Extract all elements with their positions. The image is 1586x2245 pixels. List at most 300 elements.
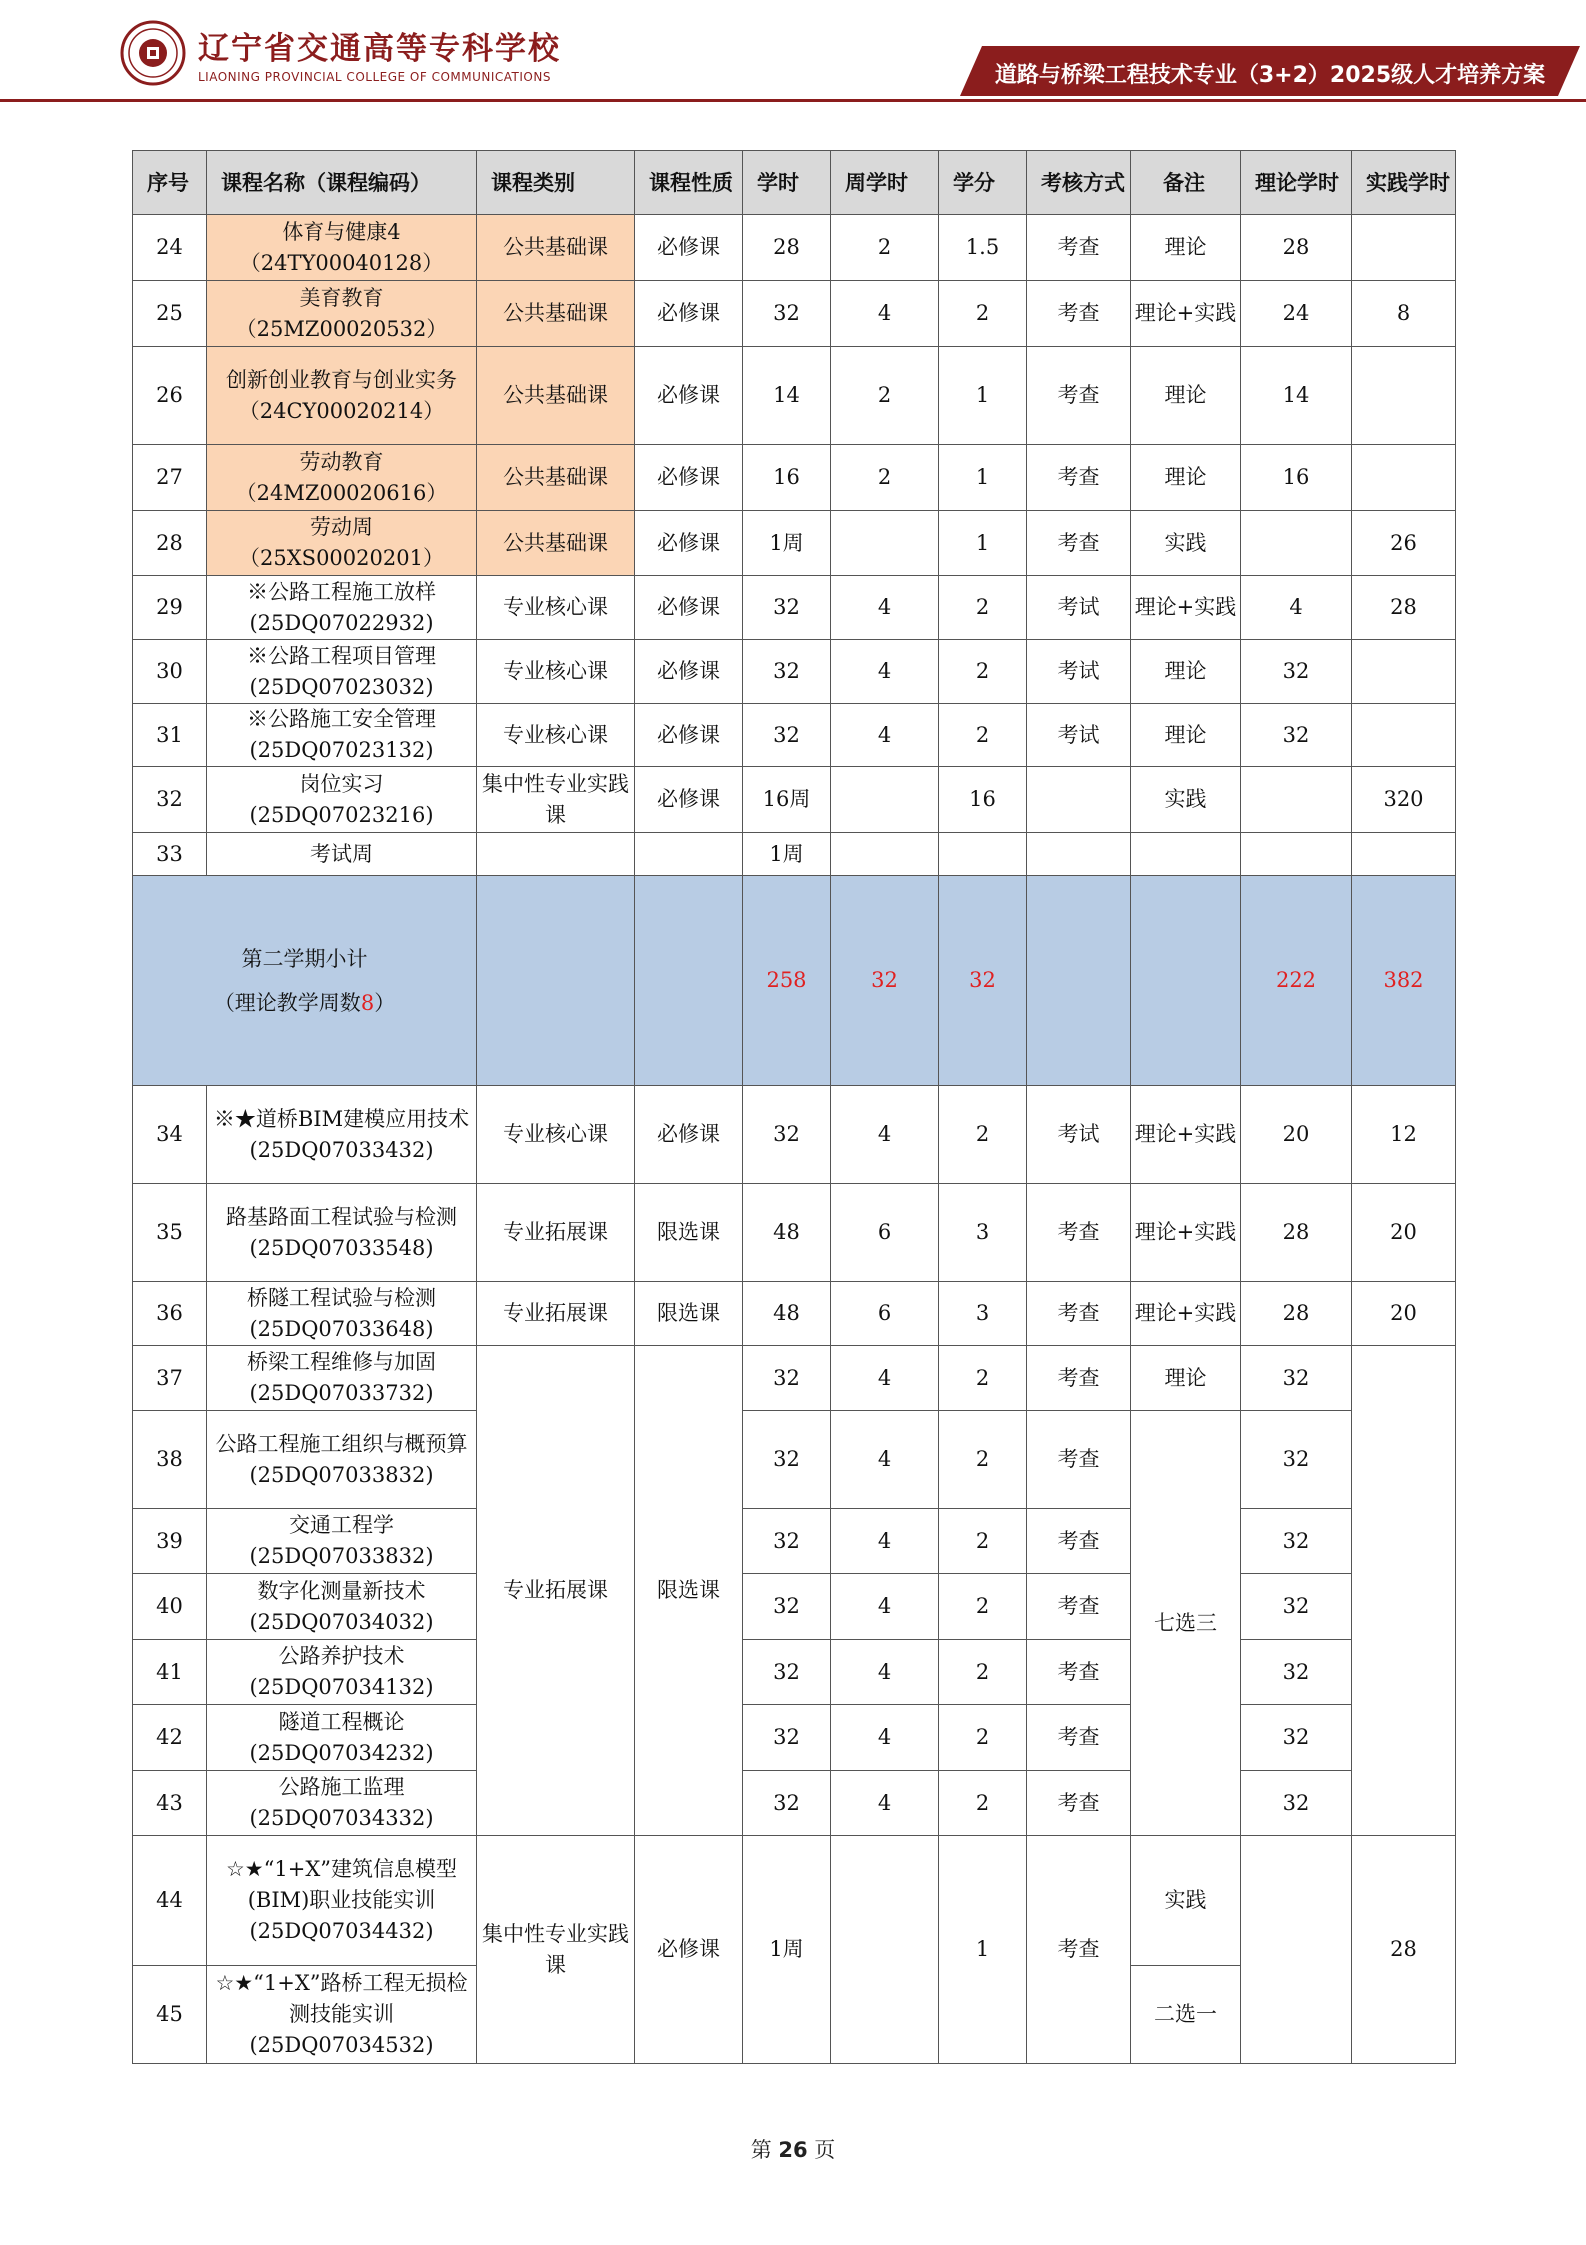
table-row [133,1574,1456,1640]
table-row [133,281,1456,347]
course-name: 劳动周 [310,515,373,539]
table-row [133,1346,1456,1411]
cell-weekly: 6 [831,1282,939,1346]
cell-no: 33 [133,833,207,876]
cell-course-name [207,1771,477,1836]
cell-note [1131,876,1241,1086]
cell-course-name [207,704,477,767]
cell-no: 38 [133,1411,207,1509]
cell-note: 理论 [1131,640,1241,704]
course-name: 桥梁工程维修与加固 [247,1350,436,1374]
cell-course-name [207,1184,477,1282]
table-row [133,445,1456,511]
course-name: 交通工程学 [289,1513,394,1537]
cell-category: 专业拓展课 [477,1282,635,1346]
cell-nature-merged: 必修课 [635,1836,743,2064]
cell-course-name [207,215,477,281]
cell-no: 27 [133,445,207,511]
cell-weekly: 4 [831,1086,939,1184]
cell-weekly: 4 [831,640,939,704]
cell-credit: 2 [939,1411,1027,1509]
cell-theory: 32 [1241,1705,1352,1771]
cell-note-merged: 七选三 [1131,1411,1241,1836]
table-row [133,511,1456,576]
cell-exam-merged: 考查 [1027,1836,1131,2064]
cell-note: 理论+实践 [1131,1282,1241,1346]
cell-note: 理论+实践 [1131,576,1241,640]
col-header: 学时 [743,151,831,215]
subtotal-hours: 258 [743,876,831,1086]
cell-weekly [831,767,939,833]
cell-weekly: 2 [831,215,939,281]
cell-no: 43 [133,1771,207,1836]
cell-credit: 3 [939,1184,1027,1282]
cell-note: 理论 [1131,445,1241,511]
course-name: 美育教育 [299,285,384,310]
cell-course-name [207,1836,477,1966]
cell-theory: 14 [1241,347,1352,445]
page-footer [0,2134,1586,2164]
cell-exam [1027,767,1131,833]
cell-theory: 4 [1241,576,1352,640]
cell-weekly: 6 [831,1184,939,1282]
cell-theory: 20 [1241,1086,1352,1184]
cell-credit: 2 [939,1509,1027,1574]
cell-hours: 32 [743,1509,831,1574]
cell-exam: 考查 [1027,1640,1131,1705]
cell-weekly: 4 [831,576,939,640]
cell-category: 公共基础课 [477,511,635,576]
cell-nature: 必修课 [635,281,743,347]
table-row [133,1086,1456,1184]
course-code: (25DQ07034332) [249,1806,434,1830]
cell-exam: 考试 [1027,704,1131,767]
cell-exam: 考查 [1027,445,1131,511]
cell-course-name [207,1509,477,1574]
page-header [0,0,1586,110]
cell-practice-merged [1352,1346,1456,1836]
cell-weekly: 2 [831,347,939,445]
course-name: 创新创业教育与创业实务 [226,367,457,392]
cell-no: 42 [133,1705,207,1771]
col-header: 课程性质 [635,151,743,215]
cell-hours: 32 [743,1574,831,1640]
subtotal-weeks [136,981,473,1025]
cell-credit-merged: 1 [939,1836,1027,2064]
course-name: ※公路施工安全管理 [247,707,436,731]
cell-credit: 2 [939,281,1027,347]
table-row [133,1836,1456,1966]
weeks-value: 8 [360,990,375,1015]
cell-credit: 2 [939,1346,1027,1411]
cell-note: 理论+实践 [1131,1086,1241,1184]
cell-credit: 1 [939,511,1027,576]
header-rule [0,99,1586,102]
cell-hours: 32 [743,640,831,704]
cell-practice: 320 [1352,767,1456,833]
cell-exam: 考查 [1027,1705,1131,1771]
cell-exam: 考试 [1027,576,1131,640]
cell-category: 专业核心课 [477,640,635,704]
cell-nature: 限选课 [635,1184,743,1282]
cell-theory [1241,511,1352,576]
cell-theory [1241,833,1352,876]
cell-exam: 考查 [1027,215,1131,281]
course-code: （25MZ00020532） [235,316,448,341]
table-row [133,1771,1456,1836]
cell-nature [635,833,743,876]
course-code: (25DQ07023216) [249,802,434,827]
cell-note: 理论 [1131,347,1241,445]
course-code: （24CY00020214） [238,398,445,423]
course-code: (25DQ07033832) [249,1462,434,1487]
cell-category [477,833,635,876]
cell-no: 45 [133,1966,207,2064]
cell-hours: 16周 [743,767,831,833]
cell-course-name [207,1411,477,1509]
cell-hours: 14 [743,347,831,445]
cell-weekly: 4 [831,1771,939,1836]
cell-no: 31 [133,704,207,767]
cell-exam: 考查 [1027,347,1131,445]
cell-category-merged: 集中性专业实践课 [477,1836,635,2064]
course-code: (25DQ07033548) [249,1235,434,1260]
subtotal-label-cell [133,876,477,1086]
course-name: ※★道桥BIM建模应用技术 [213,1106,470,1131]
cell-practice: 28 [1352,576,1456,640]
cell-nature: 必修课 [635,215,743,281]
cell-course-name [207,640,477,704]
cell-note: 理论+实践 [1131,281,1241,347]
course-code: (25DQ07034032) [249,1609,434,1634]
course-name: 公路养护技术 [278,1644,405,1668]
table-row [133,1640,1456,1705]
cell-weekly: 4 [831,1705,939,1771]
cell-category: 集中性专业实践课 [477,767,635,833]
cell-theory: 32 [1241,1411,1352,1509]
cell-weekly: 4 [831,704,939,767]
cell-note: 理论 [1131,1346,1241,1411]
cell-no: 44 [133,1836,207,1966]
cell-category: 专业核心课 [477,576,635,640]
cell-exam: 考试 [1027,1086,1131,1184]
table-row [133,704,1456,767]
cell-exam: 考查 [1027,1184,1131,1282]
cell-no: 34 [133,1086,207,1184]
page-suffix: 页 [814,2138,836,2162]
cell-hours: 32 [743,1411,831,1509]
course-code: (25DQ07034132) [249,1675,434,1699]
course-code: (25DQ07023032) [249,674,434,699]
cell-no: 41 [133,1640,207,1705]
cell-category: 公共基础课 [477,445,635,511]
cell-theory-merged [1241,1836,1352,2064]
course-code: (25DQ07034432) [249,1919,434,1943]
cell-hours: 32 [743,704,831,767]
cell-category: 公共基础课 [477,215,635,281]
subtotal-practice: 382 [1352,876,1456,1086]
cell-nature-merged: 限选课 [635,1346,743,1836]
school-logo [120,20,561,86]
table-row [133,767,1456,833]
cell-hours: 32 [743,1771,831,1836]
program-title: 道路与桥梁工程技术专业（3+2）2025级人才培养方案 [994,63,1546,88]
cell-category: 公共基础课 [477,347,635,445]
cell-credit: 3 [939,1282,1027,1346]
cell-category-merged: 专业拓展课 [477,1346,635,1836]
cell-credit: 2 [939,1574,1027,1640]
course-code: (25DQ07033648) [249,1316,434,1341]
cell-note: 实践 [1131,1836,1241,1966]
course-code: （24TY00040128） [239,250,444,275]
cell-credit: 2 [939,1086,1027,1184]
cell-course-name [207,347,477,445]
cell-nature: 必修课 [635,347,743,445]
table-header-row [133,151,1456,215]
cell-no: 36 [133,1282,207,1346]
cell-nature: 必修课 [635,511,743,576]
cell-course-name [207,1086,477,1184]
cell-practice: 26 [1352,511,1456,576]
course-name: 劳动教育 [299,449,384,474]
cell-note: 理论+实践 [1131,1184,1241,1282]
cell-theory: 28 [1241,1184,1352,1282]
course-name: ☆★“1+X”建筑信息模型(BIM)职业技能实训 [225,1857,458,1912]
cell-exam: 考查 [1027,1771,1131,1836]
cell-practice [1352,833,1456,876]
course-name: 公路施工监理 [278,1775,405,1799]
school-name: 辽宁省交通高等专科学校 [198,30,561,67]
cell-weekly-merged [831,1836,939,2064]
course-name: 隧道工程概论 [278,1709,405,1734]
cell-practice-merged: 28 [1352,1836,1456,2064]
table-row [133,1184,1456,1282]
cell-nature: 必修课 [635,1086,743,1184]
cell-exam: 考查 [1027,281,1131,347]
cell-no: 40 [133,1574,207,1640]
col-header: 序号 [133,151,207,215]
cell-exam: 考查 [1027,511,1131,576]
cell-no: 37 [133,1346,207,1411]
course-code: (25DQ07023132) [249,738,434,762]
cell-note: 理论 [1131,215,1241,281]
table-row [133,1509,1456,1574]
course-name: 路基路面工程试验与检测 [226,1204,457,1229]
cell-theory: 28 [1241,215,1352,281]
cell-category [477,876,635,1086]
cell-course-name [207,281,477,347]
cell-hours: 32 [743,576,831,640]
cell-weekly: 4 [831,1509,939,1574]
cell-no: 35 [133,1184,207,1282]
cell-no: 25 [133,281,207,347]
cell-theory: 32 [1241,640,1352,704]
table-row [133,1411,1456,1509]
cell-nature: 必修课 [635,576,743,640]
cell-course-name [207,1966,477,2064]
cell-theory [1241,767,1352,833]
cell-practice [1352,445,1456,511]
cell-course-name [207,511,477,576]
col-header: 课程名称（课程编码） [207,151,477,215]
col-header: 周学时 [831,151,939,215]
course-code: (25DQ07022932) [249,610,434,635]
cell-practice: 8 [1352,281,1456,347]
cell-weekly [831,511,939,576]
cell-course-name [207,1574,477,1640]
cell-practice [1352,347,1456,445]
cell-theory: 28 [1241,1282,1352,1346]
table-row [133,1282,1456,1346]
table-row [133,215,1456,281]
course-name: 岗位实习 [299,771,384,796]
cell-no: 30 [133,640,207,704]
cell-course-name: 考试周 [207,833,477,876]
cell-credit: 2 [939,640,1027,704]
cell-practice [1352,704,1456,767]
cell-hours: 32 [743,1086,831,1184]
cell-note: 二选一 [1131,1966,1241,2064]
course-code: (25DQ07033832) [249,1544,434,1568]
cell-no: 26 [133,347,207,445]
cell-category: 专业核心课 [477,1086,635,1184]
course-name: ☆★“1+X”路桥工程无损检测技能实训 [215,1971,468,2026]
cell-no: 39 [133,1509,207,1574]
cell-theory: 32 [1241,1574,1352,1640]
cell-course-name [207,445,477,511]
cell-hours: 32 [743,281,831,347]
cell-credit: 1 [939,347,1027,445]
semester-subtotal-row [133,876,1456,1086]
course-name: 公路工程施工组织与概预算 [215,1431,468,1456]
table-row [133,833,1456,876]
cell-no: 28 [133,511,207,576]
cell-practice [1352,640,1456,704]
cell-exam: 考查 [1027,1411,1131,1509]
cell-course-name [207,1705,477,1771]
cell-exam [1027,876,1131,1086]
cell-credit [939,833,1027,876]
cell-exam [1027,833,1131,876]
cell-course-name [207,1640,477,1705]
page-prefix: 第 [750,2138,772,2162]
course-name: ※公路工程项目管理 [247,643,436,668]
weeks-prefix: （理论教学周数 [213,990,361,1015]
cell-hours: 48 [743,1184,831,1282]
cell-note [1131,833,1241,876]
cell-exam: 考试 [1027,640,1131,704]
course-code: (25DQ07033732) [249,1381,434,1405]
cell-hours: 28 [743,215,831,281]
cell-practice [1352,215,1456,281]
cell-note: 实践 [1131,511,1241,576]
cell-weekly: 4 [831,1346,939,1411]
cell-course-name [207,1282,477,1346]
cell-exam: 考查 [1027,1509,1131,1574]
cell-note: 实践 [1131,767,1241,833]
cell-nature: 必修课 [635,640,743,704]
cell-credit: 1 [939,445,1027,511]
course-code: (25DQ07034232) [249,1740,434,1765]
cell-theory: 24 [1241,281,1352,347]
cell-weekly: 4 [831,1411,939,1509]
course-name: 体育与健康4 [282,219,401,244]
cell-nature: 必修课 [635,704,743,767]
cell-hours: 48 [743,1282,831,1346]
cell-hours: 16 [743,445,831,511]
cell-course-name [207,1346,477,1411]
course-name: 数字化测量新技术 [257,1578,426,1603]
cell-credit: 2 [939,1771,1027,1836]
course-code: （25XS00020201） [239,546,444,570]
cell-no: 29 [133,576,207,640]
cell-theory: 32 [1241,1509,1352,1574]
cell-credit: 2 [939,576,1027,640]
cell-nature [635,876,743,1086]
cell-practice: 20 [1352,1184,1456,1282]
cell-practice: 20 [1352,1282,1456,1346]
cell-weekly: 4 [831,1640,939,1705]
cell-credit: 2 [939,1640,1027,1705]
cell-category: 专业核心课 [477,704,635,767]
col-header: 课程类别 [477,151,635,215]
table-row [133,576,1456,640]
cell-weekly: 4 [831,1574,939,1640]
cell-credit: 1.5 [939,215,1027,281]
cell-nature: 必修课 [635,767,743,833]
col-header: 考核方式 [1027,151,1131,215]
course-name: ※公路工程施工放样 [247,579,436,604]
cell-hours: 1周 [743,511,831,576]
cell-no: 24 [133,215,207,281]
cell-exam: 考查 [1027,1574,1131,1640]
subtotal-credit: 32 [939,876,1027,1086]
course-table [132,150,1456,2064]
cell-exam: 考查 [1027,1346,1131,1411]
cell-theory: 16 [1241,445,1352,511]
school-seal-icon [120,20,186,86]
cell-theory: 32 [1241,1346,1352,1411]
course-name: 桥隧工程试验与检测 [247,1285,436,1310]
cell-no: 32 [133,767,207,833]
cell-hours: 32 [743,1346,831,1411]
cell-hours-merged: 1周 [743,1836,831,2064]
col-header: 备注 [1131,151,1241,215]
table-row [133,1705,1456,1771]
table-row [133,347,1456,445]
cell-course-name [207,576,477,640]
col-header: 学分 [939,151,1027,215]
course-code: (25DQ07033432) [249,1137,434,1162]
page-number: 26 [778,2138,808,2162]
cell-nature: 必修课 [635,445,743,511]
subtotal-theory: 222 [1241,876,1352,1086]
cell-practice: 12 [1352,1086,1456,1184]
subtotal-label: 第二学期小计 [241,946,368,971]
cell-course-name [207,767,477,833]
cell-hours: 1周 [743,833,831,876]
weeks-suffix: ） [374,990,396,1015]
course-code: (25DQ07034532) [249,2033,434,2057]
cell-weekly [831,833,939,876]
cell-credit: 2 [939,704,1027,767]
cell-theory: 32 [1241,704,1352,767]
cell-hours: 32 [743,1705,831,1771]
cell-credit: 2 [939,1705,1027,1771]
col-header: 实践学时 [1352,151,1456,215]
cell-weekly: 4 [831,281,939,347]
table-row [133,640,1456,704]
